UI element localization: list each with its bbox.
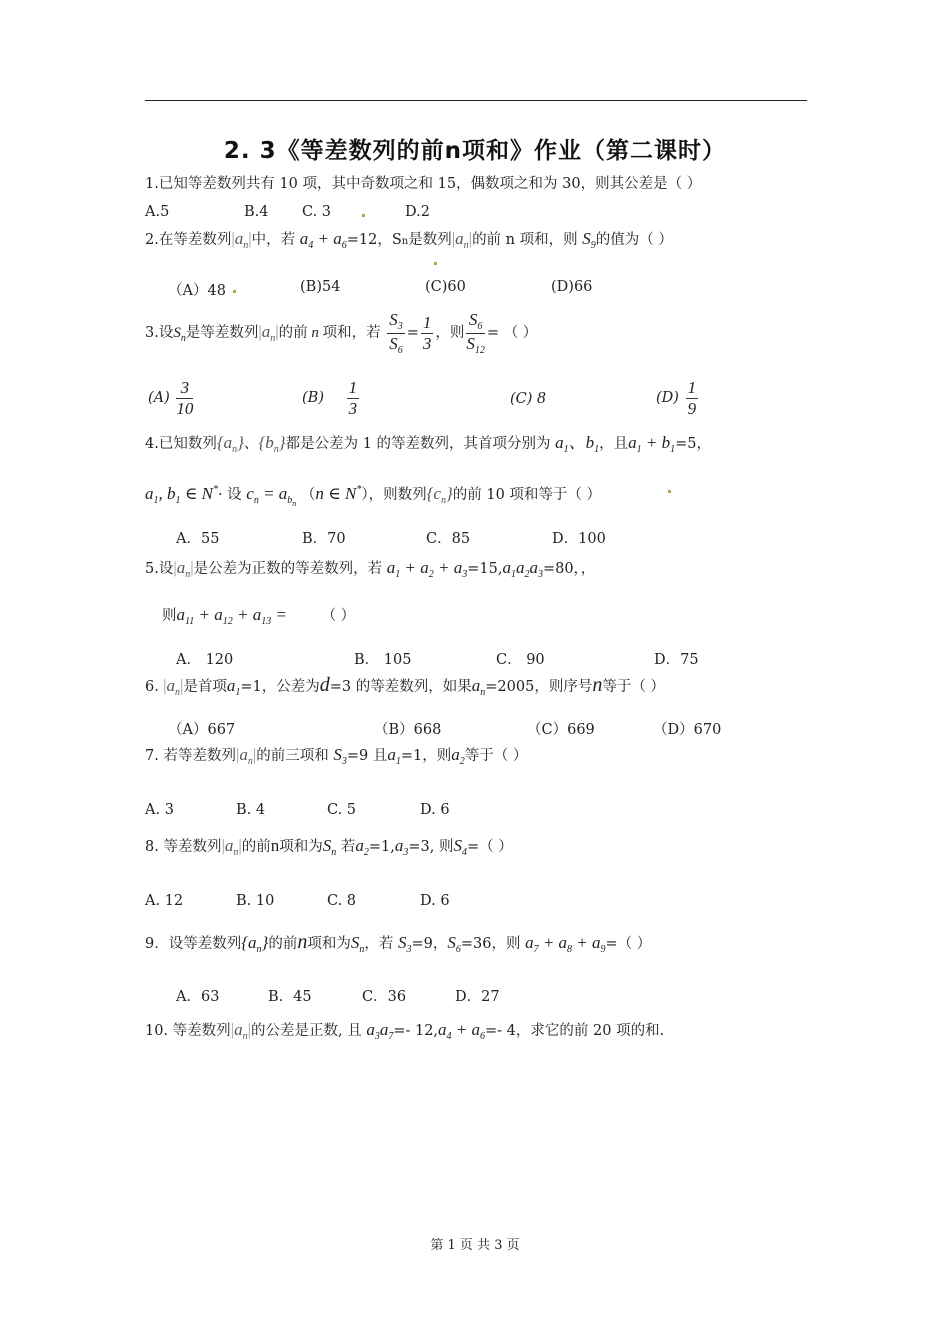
q3-option-a: (A) $\frac{3}{10}$: [148, 378, 194, 418]
q9-option-a: A．63: [176, 989, 220, 1005]
q2-option-a: （A）48: [168, 283, 226, 299]
q5-option-c: C． 90: [496, 652, 545, 668]
question-5-line-1: 5.设$|a_n|$是公差为正数的等差数列，若 $a_1 + a_2 + a_3=15,a_1a_2a_3=80$，，: [145, 558, 596, 580]
header-rule: [145, 100, 807, 101]
q4-option-a: A．55: [176, 531, 220, 547]
q3-option-c: (C) 8: [510, 388, 546, 407]
q2-option-d: (D)66: [551, 279, 593, 295]
q7-option-a: A. 3: [145, 802, 174, 818]
stray-mark: [668, 490, 671, 493]
question-10: 10. 等差数列$|a_n|$的公差是正数, 且 $a_3a_7=-$ $12,a_4 + a_6=-$ 4，求它的前 20 项的和.: [145, 1020, 665, 1042]
q1-option-b: B.4: [244, 204, 269, 220]
q6-option-a: （A）667: [168, 722, 236, 738]
question-4-line-1: 4.已知数列$\{a_n\}$、$\{b_n\}$都是公差为 1 的等差数列，其首项分别为 $a_1$、$b_1$，且$a_1 + b_1=5$，: [145, 433, 712, 455]
q9-option-b: B．45: [268, 989, 312, 1005]
page-title: 2. 3《等差数列的前n项和》作业（第二课时）: [223, 138, 727, 164]
q7-option-b: B. 4: [236, 802, 266, 818]
q2-option-c: (C)60: [425, 279, 466, 295]
question-6: 6. $|a_n|$是首项$a_1=1$，公差为d=3 的等差数列，如果$a_n=2005$，则序号n等于（ ）: [145, 674, 665, 698]
page-footer: 第 1 页 共 3 页: [430, 1238, 520, 1253]
q6-option-b: （B）668: [374, 722, 442, 738]
question-4-line-2: $a_1$, $b_1$ ∈ N*· 设 $c_n = a_{b_n}$ （n ∈ N*），则数列$\{c_n\}$的前 10 项和等于（ ）: [145, 484, 602, 508]
question-7: 7. 若等差数列$|a_n|$的前三项和 $S_3=9$ 且$a_1=1$，则$a_2$等于（ ）: [145, 745, 528, 767]
q4-option-c: C．85: [426, 531, 471, 547]
question-3: 3.设$S_n$是等差数列$|a_n|$的前 n 项和，若 $\frac{S_3}{S_6}$ = $\frac{1}{3}$ ，则 $\frac{S_6}{S_{12}}$ = （ ）: [145, 310, 538, 356]
q6-option-d: （D）670: [653, 722, 722, 738]
q8-option-c: C. 8: [327, 893, 357, 909]
q1-option-a: A.5: [145, 204, 170, 220]
question-8: 8. 等差数列$|a_n|$的前n项和为$S_n$ 若$a_2=1,a_3=3$, 则$S_4=$（ ）: [145, 836, 513, 858]
q1-option-d: D.2: [405, 204, 430, 220]
stray-mark: [434, 262, 437, 265]
q5-option-b: B． 105: [354, 652, 412, 668]
q4-option-d: D．100: [552, 531, 606, 547]
q5-option-d: D．75: [654, 652, 699, 668]
q7-option-d: D. 6: [420, 802, 450, 818]
q1-option-c: C. 3: [302, 204, 332, 220]
q9-option-d: D．27: [455, 989, 500, 1005]
stray-mark: [362, 214, 365, 217]
question-5-line-2: 则$a_{11} + a_{12} + a_{13}$ = （ ）: [162, 605, 356, 627]
q3-option-d: (D) $\frac{1}{9}$: [656, 378, 697, 418]
q2-option-b: (B)54: [300, 279, 341, 295]
q4-option-b: B．70: [302, 531, 346, 547]
q9-option-c: C．36: [362, 989, 407, 1005]
question-1: 1.已知等差数列共有 10 项，其中奇数项之和 15，偶数项之和为 30，则其公差是（ ）: [145, 176, 702, 192]
q8-option-d: D. 6: [420, 893, 450, 909]
q5-option-a: A． 120: [176, 652, 234, 668]
q6-option-c: （C）669: [527, 722, 595, 738]
question-9: 9．设等差数列$\{a_n\}$的前n项和为$S_n$，若 $S_3=9$，$S_6=36$，则 $a_7 + a_8 + a_9=$（ ）: [145, 931, 652, 955]
q8-option-a: A. 12: [145, 893, 184, 909]
stray-mark: [233, 290, 236, 293]
question-2: 2.在等差数列$|a_n|$中，若 $a_4 + a_6=12$，Sn是数列$|a_n|$的前 n 项和，则 $S_9$的值为（ ）: [145, 229, 673, 251]
q7-option-c: C. 5: [327, 802, 357, 818]
q3-option-b: (B) $\frac{1}{3}$: [302, 378, 358, 418]
q8-option-b: B. 10: [236, 893, 275, 909]
